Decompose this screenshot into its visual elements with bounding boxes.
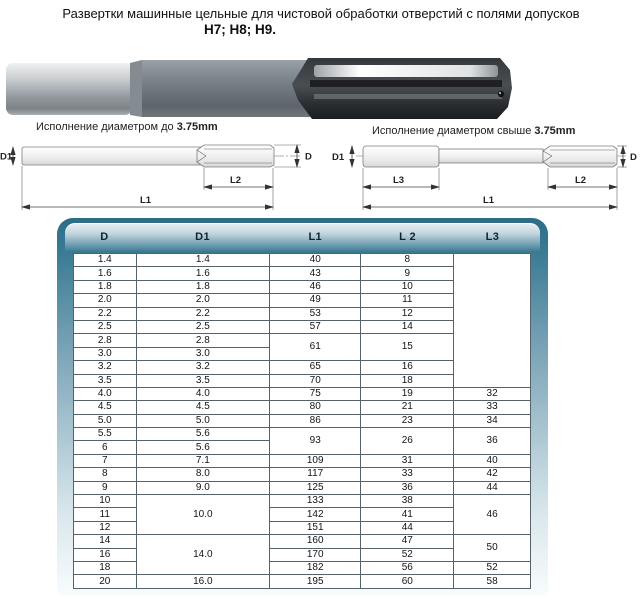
table-cell: 32 xyxy=(454,387,531,400)
title-line2: H7; H8; H9. xyxy=(203,22,276,37)
table-row xyxy=(74,481,531,494)
table-cell: 2.0 xyxy=(136,294,269,307)
table-cell: 142 xyxy=(270,508,361,521)
table-cell: 23 xyxy=(361,414,454,427)
left-label-d: D xyxy=(305,151,312,163)
table-cell: 151 xyxy=(270,521,361,534)
table-cell: 16 xyxy=(74,548,137,561)
table-cell: 2.0 xyxy=(74,294,137,307)
table-row xyxy=(74,254,531,267)
table-row xyxy=(74,401,531,414)
table-cell: 49 xyxy=(270,294,361,307)
col-header-d: D xyxy=(100,231,109,243)
table-cell: 56 xyxy=(361,561,454,574)
table-cell: 60 xyxy=(361,575,454,589)
table-cell: 2.2 xyxy=(136,307,269,320)
left-drawing xyxy=(0,140,320,215)
right-label-d1: D1 xyxy=(332,152,345,163)
table-cell: 14 xyxy=(361,320,454,333)
table-cell: 57 xyxy=(270,320,361,333)
table-row xyxy=(74,535,531,548)
table-cell: 1.6 xyxy=(74,267,137,280)
table-cell: 18 xyxy=(361,374,454,387)
table-cell: 11 xyxy=(361,294,454,307)
dimension-table-frame xyxy=(57,218,548,596)
table-cell: 40 xyxy=(454,454,531,467)
table-cell: 4.0 xyxy=(74,387,137,400)
nose-hole xyxy=(498,91,504,97)
table-cell: 5.5 xyxy=(74,428,137,441)
col-header-l2: L 2 xyxy=(399,231,416,243)
table-cell: 109 xyxy=(270,454,361,467)
table-cell: 42 xyxy=(454,468,531,481)
table-row xyxy=(74,414,531,427)
table-cell: 80 xyxy=(270,401,361,414)
table-cell: 75 xyxy=(270,387,361,400)
table-cell: 5.6 xyxy=(136,428,269,441)
table-cell: 14.0 xyxy=(136,535,269,575)
table-cell: 4.0 xyxy=(136,387,269,400)
table-cell: 16 xyxy=(361,361,454,374)
table-cell: 6 xyxy=(74,441,137,454)
table-cell: 3.5 xyxy=(136,374,269,387)
table-cell: 61 xyxy=(270,334,361,361)
table-cell: 195 xyxy=(270,575,361,589)
table-cell: 15 xyxy=(361,334,454,361)
table-cell: 3.0 xyxy=(74,347,137,360)
title-line2-wrap xyxy=(0,21,480,39)
table-cell: 26 xyxy=(361,428,454,455)
table-cell: 40 xyxy=(270,254,361,267)
table-cell: 21 xyxy=(361,401,454,414)
col-header-l3: L3 xyxy=(485,231,500,243)
page-title xyxy=(0,6,642,39)
table-cell: 44 xyxy=(361,521,454,534)
table-cell: 12 xyxy=(361,307,454,320)
table-cell: 7 xyxy=(74,454,137,467)
table-cell: 46 xyxy=(270,280,361,293)
right-label-l2: L2 xyxy=(575,175,587,186)
table-cell: 9 xyxy=(74,481,137,494)
table-cell: 2.8 xyxy=(136,334,269,347)
table-cell: 125 xyxy=(270,481,361,494)
table-cell: 33 xyxy=(454,401,531,414)
table-cell: 16.0 xyxy=(136,575,269,589)
table-cell: 4.5 xyxy=(136,401,269,414)
table-cell: 170 xyxy=(270,548,361,561)
table-cell: 2.2 xyxy=(74,307,137,320)
reamer-body xyxy=(142,60,310,117)
table-cell: 43 xyxy=(270,267,361,280)
flute-outline xyxy=(197,145,274,167)
rod-outline xyxy=(22,147,202,165)
table-cell: 9 xyxy=(361,267,454,280)
table-cell: 86 xyxy=(270,414,361,427)
table-cell: 133 xyxy=(270,495,361,508)
table-row xyxy=(74,387,531,400)
table-cell: 36 xyxy=(454,428,531,455)
dimension-table-body xyxy=(74,254,531,589)
table-cell: 18 xyxy=(74,561,137,574)
table-cell xyxy=(454,254,531,388)
table-cell: 19 xyxy=(361,387,454,400)
table-cell: 3.2 xyxy=(136,361,269,374)
table-cell: 2.8 xyxy=(74,334,137,347)
left-caption-text: Исполнение диаметром до xyxy=(36,121,174,133)
table-cell: 12 xyxy=(74,521,137,534)
table-cell: 38 xyxy=(361,495,454,508)
reamer-shank xyxy=(6,63,132,115)
table-cell: 33 xyxy=(361,468,454,481)
table-cell: 93 xyxy=(270,428,361,455)
table-cell: 65 xyxy=(270,361,361,374)
table-cell: 9.0 xyxy=(136,481,269,494)
left-label-l1: L1 xyxy=(140,195,152,206)
table-cell: 1.6 xyxy=(136,267,269,280)
table-cell: 41 xyxy=(361,508,454,521)
table-cell: 10.0 xyxy=(136,495,269,535)
left-drawing-caption xyxy=(36,121,218,133)
dimension-table xyxy=(73,253,531,589)
reamer-photo xyxy=(4,50,518,122)
table-cell: 58 xyxy=(454,575,531,589)
table-cell: 5.0 xyxy=(74,414,137,427)
rod-outline xyxy=(439,149,543,163)
reamer-neck xyxy=(130,60,142,117)
table-cell: 14 xyxy=(74,535,137,548)
table-cell: 52 xyxy=(454,561,531,574)
left-label-d1: D1 xyxy=(0,151,13,163)
table-cell: 53 xyxy=(270,307,361,320)
table-cell: 1.4 xyxy=(136,254,269,267)
table-cell: 44 xyxy=(454,481,531,494)
flute-lower-edge xyxy=(314,94,502,99)
flute-groove xyxy=(310,80,502,87)
table-cell: 160 xyxy=(270,535,361,548)
right-caption-text: Исполнение диаметром свыше xyxy=(372,125,532,137)
title-line1: Развертки машинные цельные для чистовой обработки отверстий с полями допусков xyxy=(62,6,580,21)
table-cell: 2.5 xyxy=(74,320,137,333)
table-cell: 10 xyxy=(74,495,137,508)
table-header-row xyxy=(65,223,540,251)
table-cell: 8 xyxy=(74,468,137,481)
right-caption-value: 3.75mm xyxy=(534,125,576,137)
shank-outline xyxy=(363,146,439,167)
table-cell: 4.5 xyxy=(74,401,137,414)
table-cell: 31 xyxy=(361,454,454,467)
right-drawing xyxy=(330,140,642,215)
table-cell: 1.4 xyxy=(74,254,137,267)
table-cell: 34 xyxy=(454,414,531,427)
table-row xyxy=(74,428,531,441)
table-cell: 2.5 xyxy=(136,320,269,333)
table-row xyxy=(74,575,531,589)
table-cell: 20 xyxy=(74,575,137,589)
table-cell: 7.1 xyxy=(136,454,269,467)
flute-outline xyxy=(543,146,617,167)
table-cell: 1.8 xyxy=(136,280,269,293)
col-header-l1: L1 xyxy=(308,231,323,243)
table-cell: 46 xyxy=(454,495,531,535)
table-cell: 117 xyxy=(270,468,361,481)
table-cell: 50 xyxy=(454,535,531,562)
table-cell: 1.8 xyxy=(74,280,137,293)
right-label-d: D xyxy=(630,152,637,163)
left-label-l2: L2 xyxy=(230,175,242,186)
right-label-l1: L1 xyxy=(483,195,495,206)
table-row xyxy=(74,468,531,481)
table-cell: 47 xyxy=(361,535,454,548)
table-cell: 182 xyxy=(270,561,361,574)
left-caption-value: 3.75mm xyxy=(176,121,218,133)
right-label-l3: L3 xyxy=(393,175,405,186)
table-cell: 52 xyxy=(361,548,454,561)
table-cell: 3.2 xyxy=(74,361,137,374)
table-cell: 10 xyxy=(361,280,454,293)
right-drawing-caption xyxy=(372,125,575,137)
table-cell: 8.0 xyxy=(136,468,269,481)
table-cell: 70 xyxy=(270,374,361,387)
col-header-d1: D1 xyxy=(195,231,211,243)
table-cell: 5.0 xyxy=(136,414,269,427)
table-cell: 8 xyxy=(361,254,454,267)
table-cell: 3.5 xyxy=(74,374,137,387)
table-cell: 3.0 xyxy=(136,347,269,360)
table-cell: 36 xyxy=(361,481,454,494)
table-row xyxy=(74,495,531,508)
table-cell: 5.6 xyxy=(136,441,269,454)
flute-highlight xyxy=(314,65,498,77)
table-cell: 11 xyxy=(74,508,137,521)
table-row xyxy=(74,454,531,467)
